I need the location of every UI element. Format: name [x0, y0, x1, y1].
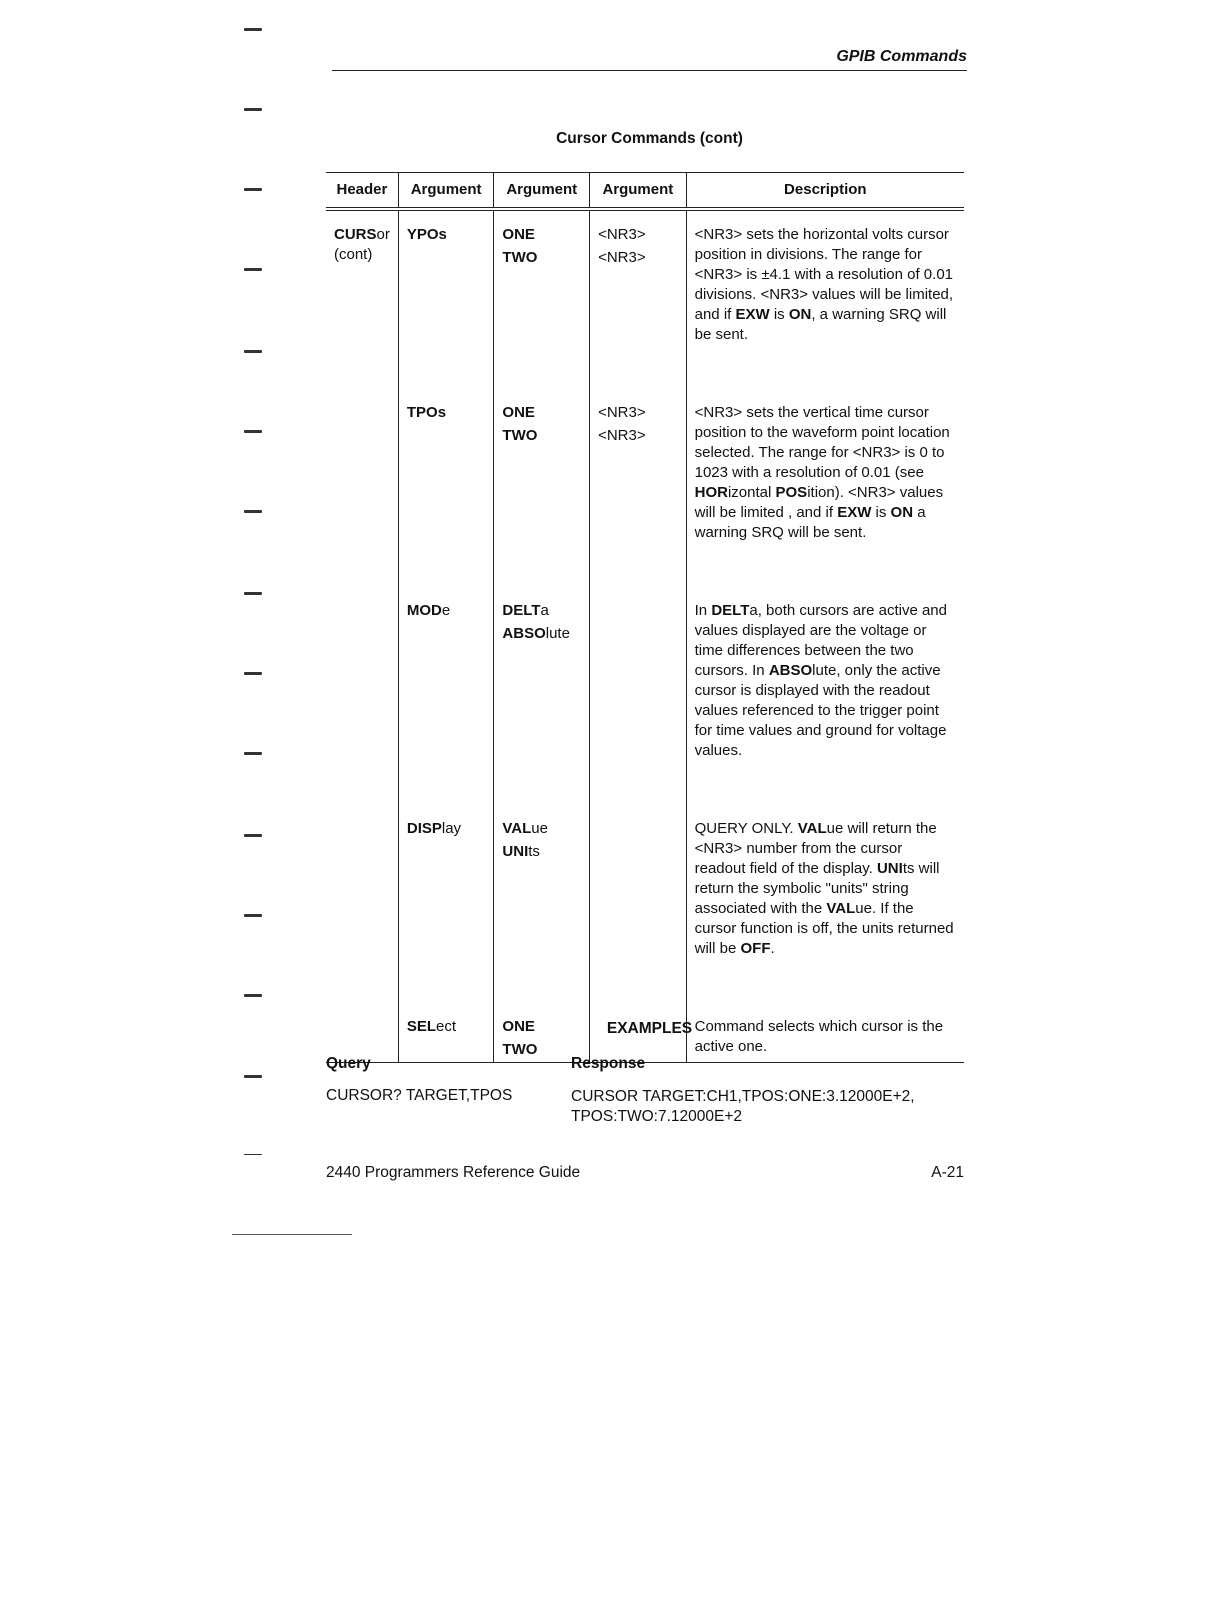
binder-mark: [244, 1154, 262, 1155]
argument-option-bold: UNI: [502, 843, 529, 860]
description-text: .: [770, 940, 775, 957]
argument-option-bold: ONE: [502, 226, 535, 243]
binder-mark: [244, 672, 262, 675]
footer-guide-title: 2440 Programmers Reference Guide: [326, 1164, 581, 1181]
response-header: Response: [571, 1055, 646, 1072]
header-cell: [326, 571, 398, 789]
header-cell: [326, 373, 398, 571]
argument-3-cell: [590, 789, 687, 987]
argument-option: [502, 426, 581, 446]
binder-mark: [244, 834, 262, 837]
description-text: ition). <NR3> values will be limited , and if: [694, 484, 944, 521]
description-keyword: OFF: [740, 940, 771, 957]
description-text: is: [769, 306, 789, 323]
binder-mark: [244, 510, 262, 513]
argument-option-rest: ts: [528, 843, 540, 860]
argument-2-cell: [494, 789, 590, 987]
column-header: Header: [326, 173, 398, 210]
column-header: Description: [686, 173, 964, 210]
argument-option-bold: TWO: [502, 427, 538, 444]
description-cell: [686, 571, 964, 789]
argument-option: [502, 624, 581, 644]
binder-mark: [244, 430, 262, 433]
argument-value: <NR3>: [598, 427, 646, 444]
page-title: Cursor Commands (cont): [556, 130, 743, 147]
description-keyword: UNI: [876, 860, 903, 877]
scan-edge-line: [232, 1234, 352, 1235]
argument-1-cell: [398, 789, 494, 987]
description-text: ue. If the cursor function is off, the units returned will be: [694, 900, 954, 957]
binder-mark: [244, 188, 262, 191]
description-keyword: DELT: [711, 602, 750, 619]
table-row: [326, 209, 964, 373]
argument-1-cell: [398, 209, 494, 373]
description-text: ts will return the symbolic "units" string associated with the: [694, 860, 940, 917]
description-text: a, both cursors are active and values displayed are the voltage or time differences between the two cursors. In: [694, 602, 947, 679]
argument-option-bold: ABSO: [502, 625, 546, 642]
argument-value: <NR3>: [598, 404, 646, 421]
cursor-commands-table: [326, 172, 964, 1063]
description-keyword: ON: [890, 504, 914, 521]
description-keyword: EXW: [735, 306, 770, 323]
description-text: izontal: [727, 484, 776, 501]
example-response-line: CURSOR TARGET:CH1,TPOS:ONE:3.12000E+2,: [571, 1088, 915, 1105]
binder-mark: [244, 268, 262, 271]
argument-option: [502, 842, 581, 862]
binder-mark: [244, 914, 262, 917]
argument-keyword-bold: TPOs: [406, 404, 447, 421]
table-row: [326, 373, 964, 571]
argument-keyword-bold: DISP: [406, 820, 442, 837]
argument-option-bold: TWO: [502, 1041, 538, 1058]
argument-option-rest: lute: [545, 625, 570, 642]
argument-option: [502, 601, 581, 621]
argument-option: [502, 819, 581, 839]
description-text: is: [871, 504, 891, 521]
description-text: In: [694, 602, 712, 619]
description-text: a warning SRQ will be sent.: [694, 504, 926, 541]
argument-option-bold: VAL: [502, 820, 532, 837]
running-head: GPIB Commands: [836, 48, 967, 65]
argument-2-cell: [494, 209, 590, 373]
header-cont: (cont): [334, 246, 373, 263]
query-header: Query: [326, 1055, 371, 1072]
table-row: [326, 789, 964, 987]
description-keyword: ABSO: [768, 662, 813, 679]
description-keyword: VAL: [826, 900, 856, 917]
argument-keyword-rest: ect: [436, 1018, 457, 1035]
argument-2-cell: [494, 373, 590, 571]
argument-2-cell: [494, 571, 590, 789]
description-keyword: VAL: [797, 820, 827, 837]
header-cell: [326, 209, 398, 373]
argument-value: <NR3>: [598, 249, 646, 266]
argument-option: [502, 403, 581, 423]
description-keyword: POS: [775, 484, 808, 501]
column-header: Argument: [494, 173, 590, 210]
description-text: <NR3> sets the horizontal volts cursor position in divisions. The range for <NR3> is ±4.1 with a resolution of 0.01 divisions. <NR3> values will be limited, and if: [694, 226, 954, 323]
argument-option-bold: TWO: [502, 249, 538, 266]
binder-mark: [244, 1075, 262, 1078]
table-row: [326, 571, 964, 789]
header-keyword-rest: or: [376, 226, 390, 243]
argument-option: [502, 1040, 581, 1060]
description-cell: [686, 373, 964, 571]
description-keyword: EXW: [837, 504, 872, 521]
binder-mark: [244, 994, 262, 997]
binder-mark: [244, 350, 262, 353]
argument-option-rest: a: [540, 602, 549, 619]
argument-option-rest: ue: [531, 820, 548, 837]
header-rule: [332, 70, 967, 71]
binder-mark: [244, 28, 262, 31]
binder-mark: [244, 752, 262, 755]
description-text: Command selects which cursor is the active one.: [694, 1018, 944, 1055]
description-text: <NR3> sets the vertical time cursor position to the waveform point location selected. The range for <NR3> is 0 to 1023 with a resolution of 0.01 (see: [694, 404, 950, 481]
argument-option-bold: ONE: [502, 1018, 535, 1035]
header-keyword-bold: CURS: [334, 226, 377, 243]
table-header-row: [326, 173, 964, 210]
example-response: [571, 1087, 971, 1127]
argument-3-cell: [590, 209, 687, 373]
description-text: , a warning SRQ will be sent.: [694, 306, 947, 343]
argument-3-cell: [590, 373, 687, 571]
argument-1-cell: [398, 571, 494, 789]
argument-value: <NR3>: [598, 226, 646, 243]
argument-option-bold: DELT: [502, 602, 541, 619]
argument-option: [502, 248, 581, 268]
example-response-line: TPOS:TWO:7.12000E+2: [571, 1108, 743, 1125]
description-keyword: HOR: [694, 484, 728, 501]
binder-mark: [244, 592, 262, 595]
binder-mark: [244, 108, 262, 111]
description-text: ue will return the <NR3> number from the cursor readout field of the display.: [694, 820, 937, 877]
argument-keyword-rest: e: [441, 602, 451, 619]
page-number: A-21: [931, 1164, 964, 1181]
description-cell: [686, 209, 964, 373]
examples-title: EXAMPLES: [606, 1020, 693, 1037]
argument-option-bold: ONE: [502, 404, 535, 421]
argument-keyword-bold: SEL: [406, 1018, 437, 1035]
table-body: [326, 209, 964, 1063]
argument-3-cell: [590, 571, 687, 789]
description-text: lute, only the active cursor is displayed with the readout values referenced to the trigger point for time values and ground for voltage values.: [694, 662, 947, 759]
header-cell: [326, 789, 398, 987]
argument-1-cell: [398, 373, 494, 571]
description-cell: [686, 789, 964, 987]
example-query: CURSOR? TARGET,TPOS: [326, 1087, 513, 1104]
column-header: Argument: [590, 173, 687, 210]
argument-keyword-bold: YPOs: [406, 226, 447, 243]
argument-keyword-rest: lay: [441, 820, 462, 837]
description-keyword: ON: [788, 306, 812, 323]
description-text: QUERY ONLY.: [694, 820, 798, 837]
argument-keyword-bold: MOD: [406, 602, 442, 619]
column-header: Argument: [398, 173, 494, 210]
argument-option: [502, 225, 581, 245]
